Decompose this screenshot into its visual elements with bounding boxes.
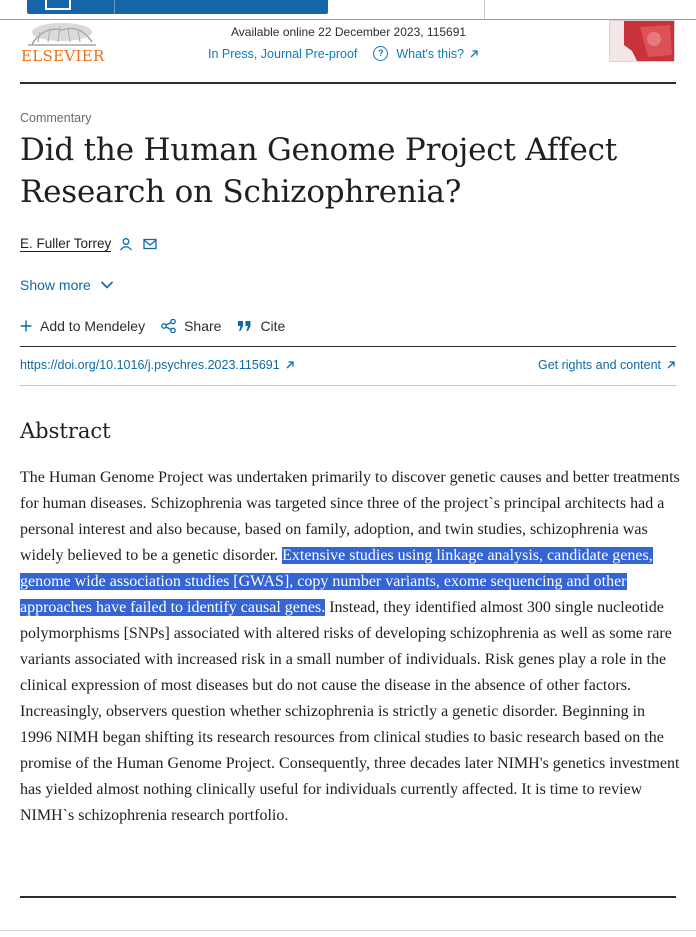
doi-text: https://doi.org/10.1016/j.psychres.2023.115691 xyxy=(20,358,280,372)
quote-icon xyxy=(237,320,252,332)
top-rule xyxy=(0,19,696,20)
elsevier-tree-logo[interactable] xyxy=(24,20,100,46)
availability-date: Available online 22 December 2023, 115691 xyxy=(231,25,467,39)
abstract-part-1: The Human Genome Project was undertaken primarily to discover genetic causes and better treatments for human diseases. Schizophrenia was targeted since three of the project`s principal architects had a personal interest and also because, based on family, adoption, and twin studies, schizophrenia was widely believed to be a genetic disorder. xyxy=(20,469,680,564)
mendeley-label: Add to Mendeley xyxy=(40,318,146,334)
header-separator xyxy=(484,0,485,19)
whats-this-link[interactable]: What's this? xyxy=(396,46,465,61)
abstract-heading: Abstract xyxy=(20,419,111,443)
doi-link[interactable] xyxy=(20,358,295,372)
cite-button[interactable] xyxy=(237,318,285,334)
article-actions xyxy=(20,318,301,334)
publisher-logo-text[interactable]: ELSEVIER xyxy=(21,47,105,65)
show-more-toggle[interactable] xyxy=(20,277,114,293)
journal-cover-image xyxy=(610,21,675,62)
article-title: Did the Human Genome Project Affect Research on Schizophrenia? xyxy=(20,132,618,210)
article-type-label: Commentary xyxy=(20,111,92,125)
footer-rule xyxy=(0,930,696,931)
get-rights-text: Get rights and content xyxy=(538,358,661,372)
show-more-label: Show more xyxy=(20,277,91,293)
external-arrow-icon xyxy=(666,360,676,370)
chevron-down-icon xyxy=(100,280,114,290)
top-nav-bar[interactable] xyxy=(27,0,328,14)
abstract-bottom-rule xyxy=(20,896,676,898)
home-icon[interactable] xyxy=(45,0,71,10)
nav-divider xyxy=(114,0,115,14)
external-arrow-icon xyxy=(285,360,295,370)
doi-rule-bottom xyxy=(20,385,676,386)
mail-icon[interactable] xyxy=(143,238,157,250)
author-link[interactable]: E. Fuller Torrey xyxy=(20,236,112,251)
get-rights-link[interactable] xyxy=(538,358,676,372)
add-to-mendeley-button[interactable] xyxy=(20,318,145,334)
journal-cover-thumbnail[interactable] xyxy=(609,20,675,62)
help-icon[interactable]: ? xyxy=(373,46,388,61)
share-label: Share xyxy=(184,318,222,334)
doi-rule-top xyxy=(20,346,676,347)
journal-status-row xyxy=(208,46,479,61)
abstract-highlighted-selection[interactable]: Extensive studies using linkage analysis, candidate genes, genome wide association studies [GWAS], copy number variants, exome sequencing and other approaches have failed to identify causal genes. xyxy=(20,547,653,616)
in-press-link[interactable]: In Press, Journal Pre-proof xyxy=(208,46,358,61)
header-rule xyxy=(20,82,676,84)
share-icon xyxy=(161,319,176,333)
author-row xyxy=(20,236,157,252)
cite-label: Cite xyxy=(260,318,286,334)
plus-icon xyxy=(20,320,32,332)
share-button[interactable] xyxy=(161,318,221,334)
abstract-text xyxy=(20,465,680,829)
person-icon[interactable] xyxy=(119,237,133,251)
abstract-part-2: Instead, they identified almost 300 single nucleotide polymorphisms [SNPs] associated with altered risks of developing schizophrenia as well as some rare variants associated with increased risk in a small number of individuals. Risk genes play a role in the clinical expression of most diseases but do not cause the disease in the absence of other factors. Increasingly, observers question whether schizophrenia is strictly a genetic disorder. Beginning in 1996 NIMH began shifting its research resources from clinical studies to basic research based on the promise of the Human Genome Project. Consequently, three decades later NIMH's genetics investment has yielded almost nothing clinically useful for individuals currently affected. It is time to review NIMH`s schizophrenia research portfolio. xyxy=(20,599,680,824)
external-arrow-icon xyxy=(469,49,479,59)
